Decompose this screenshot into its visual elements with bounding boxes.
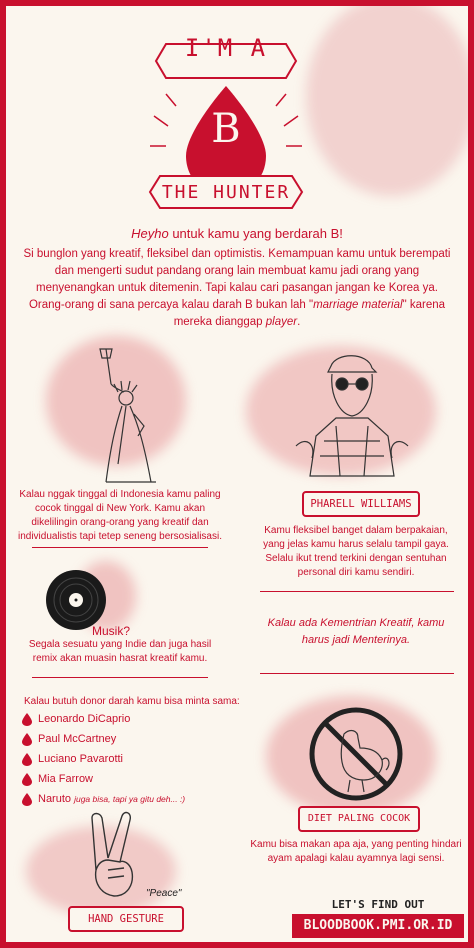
pharell-banner: PHARELL WILLIAMS — [302, 491, 420, 517]
divider — [260, 591, 454, 592]
footer-cta: LET'S FIND OUT — [331, 898, 425, 911]
statue-of-liberty-illustration — [66, 344, 186, 484]
donor-name: Mia Farrow — [38, 773, 94, 785]
watercolor-splash — [306, 6, 468, 196]
intro-end: . — [297, 316, 301, 328]
donor-name: Luciano Pavarotti — [38, 753, 123, 765]
divider — [32, 677, 208, 678]
donor-item — [20, 731, 240, 751]
donor-item — [20, 771, 240, 791]
intro-paragraph — [18, 246, 456, 331]
donor-item — [20, 711, 240, 731]
diet-text: Kamu bisa makan apa aja, yang penting hindari ayam apalagi kalau ayamnya lagi sensi. — [250, 839, 462, 864]
donor-name: Paul McCartney — [38, 733, 117, 745]
music-title: Musik? — [92, 624, 131, 638]
divider — [260, 673, 454, 674]
diet-banner: DIET PALING COCOK — [298, 806, 420, 832]
blood-drop-icon — [22, 753, 32, 766]
peace-hand-illustration — [78, 810, 148, 900]
donor-name: Naruto — [38, 793, 72, 805]
donor-title: Kalau butuh donor darah kamu bisa minta sama: — [24, 696, 240, 707]
intro-greeting — [6, 226, 468, 241]
blood-drop-icon — [22, 713, 32, 726]
ministry-text: Kalau ada Kementrian Kreatif, kamu harus jadi Menterinya. — [267, 617, 445, 646]
donor-list — [20, 711, 240, 811]
pharell-illustration — [276, 346, 426, 486]
donor-name: Leonardo DiCaprio — [38, 713, 131, 725]
blood-type-letter: B — [211, 106, 241, 152]
intro-italic: marriage material — [313, 299, 403, 311]
greeting-italic: Heyho — [131, 226, 169, 241]
infographic-page — [6, 6, 468, 942]
no-chicken-icon — [306, 704, 406, 804]
intro-mid: " karena mereka dianggap — [173, 299, 446, 328]
liberty-text: Kalau nggak tinggal di Indonesia kamu paling cocok tinggal di New York. Kamu akan dikelilingin orang-orang yang kreatif dan individualistis tapi tetep seneng bersosialisasi. — [17, 489, 222, 542]
blood-drop-icon — [22, 773, 32, 786]
blood-drop-icon — [22, 733, 32, 746]
blood-drop-icon — [22, 793, 32, 806]
vinyl-record-icon — [44, 568, 108, 632]
divider — [32, 547, 208, 548]
music-text: Segala sesuatu yang Indie dan juga hasil remix akan muasin hasrat kreatif kamu. — [28, 639, 212, 664]
intro-body: Si bunglon yang kreatif, fleksibel dan optimistis. Kemampuan kamu untuk berempati dan mengerti sudut pandang orang lain membuat kamu jadi orang yang menyenangkan untuk ditemenin. Tapi kalau cari pasangan jangan ke Korea ya. Orang-orang di sana percaya kalau darah B bukan lah " — [23, 248, 451, 311]
website-link[interactable]: BLOODBOOK.PMI.OR.ID — [292, 914, 464, 938]
greeting-rest: untuk kamu yang berdarah B! — [168, 226, 343, 241]
gesture-banner: HAND GESTURE — [68, 906, 184, 932]
donor-item — [20, 751, 240, 771]
intro-italic-2: player — [265, 316, 298, 328]
header-bottom-banner: THE HUNTER — [161, 182, 291, 203]
gesture-quote: "Peace" — [146, 888, 182, 899]
header-top-banner: I'M A — [184, 34, 268, 62]
pharell-text: Kamu fleksibel banget dalam berpakaian, yang jelas kamu harus selalu tampil gaya. Selalu ikut trend terkini dengan sentuhan personal diri kamu sendiri. — [263, 525, 449, 578]
naruto-note: juga bisa, tapi ya gitu deh... :) — [74, 794, 186, 804]
donor-item — [20, 791, 240, 811]
